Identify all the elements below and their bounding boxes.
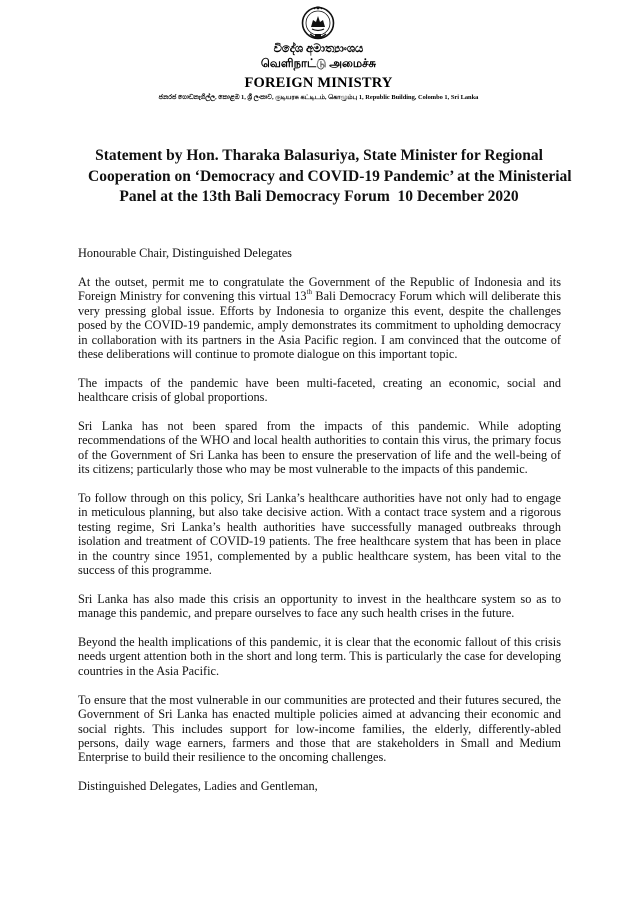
ministry-name-sinhala: විදේශ අමාත්‍යාංශය [273,43,364,55]
paragraph-7: To ensure that the most vulnerable in our communities are protected and their futures secured, the Government of Sri Lanka has enacted multiple policies aimed at advancing their economic and social rights. This includes support for low-income families, the elderly, differently-abled persons, daily wage earners, farmers and those that are stakeholders in Small and Medium Enterprise to build their resilience to the oncoming challenges. [78,692,561,765]
paragraph-1-text-a: At the outset, permit me to congratulate the Government of the Republic of Indonesia and its Foreign Ministry for convening this virtual 13 [78,275,561,304]
paragraph-3: Sri Lanka has not been spared from the impacts of this pandemic. While adopting recommendations of the WHO and local health authorities to contain this virus, the primary focus of the Government of Sri Lanka has been to ensure the preservation of life and the well-being of its citizens; particularly those who may be most vulnerable to the impacts of this pandemic. [78,419,561,477]
paragraph-5: Sri Lanka has also made this crisis an opportunity to invest in the healthcare system so as to manage this pandemic, and prepare ourselves to face any such health crises in the future. [78,591,561,621]
ordinal-suffix: th [306,288,313,297]
closing-salutation: Distinguished Delegates, Ladies and Gentleman, [78,779,318,794]
statement-title: Statement by Hon. Tharaka Balasuriya, State Minister for Regional Cooperation on ‘Democracy and COVID-19 Pandemic’ at the Ministerial Panel at the 13th Bali Democracy Forum 10 December 2020 [88,147,572,205]
paragraph-6: Beyond the health implications of this pandemic, it is clear that the economic fallout of this crisis needs urgent attention both in the short and long term. This is particularly the case for developing countries in the Asia Pacific. [78,635,561,678]
paragraph-2: The impacts of the pandemic have been multi-faceted, creating an economic, social and healthcare crisis of global proportions. [78,375,561,405]
paragraph-1-text-b: Bali Democracy Forum which will deliberate this very pressing global issue. Efforts by Indonesia to organize this event, despite the challenges posed by the COVID-19 pandemic, amply demonstrates its commitment to upholding democracy in collaboration with its partners in the Asia Pacific region. I am convinced that the outcome of these deliberations will continue to promote dialogue on this important topic. [78,289,561,362]
ministry-name-english: FOREIGN MINISTRY [244,75,393,91]
ministry-address: ජනරජ ගොඩනැගිල්ල, කොළඹ 1, ශ්‍රී ලංකාව, குடியரசு கட்டிடம், கொழும்பு 1, Republic Building, Colombo 1, Sri Lanka [158,94,479,101]
paragraph-4: To follow through on this policy, Sri Lanka’s healthcare authorities have not only had to engage in meticulous planning, but also take decisive action. With a contact trace system and a rigorous testing regime, Sri Lanka’s health authorities have successfully managed outbreaks through isolation and treatment of COVID-19 patients. The free healthcare system that has been in place in the country since 1951, complemented by a public healthcare system, has been vital to the success of this programme. [78,491,561,578]
paragraph-1 [78,275,561,361]
ministry-name-tamil: வெளிநாட்டு அமைச்சு [260,58,377,70]
salutation: Honourable Chair, Distinguished Delegates [78,246,292,260]
sri-lanka-emblem-icon [300,3,336,43]
statement-body [78,246,561,808]
